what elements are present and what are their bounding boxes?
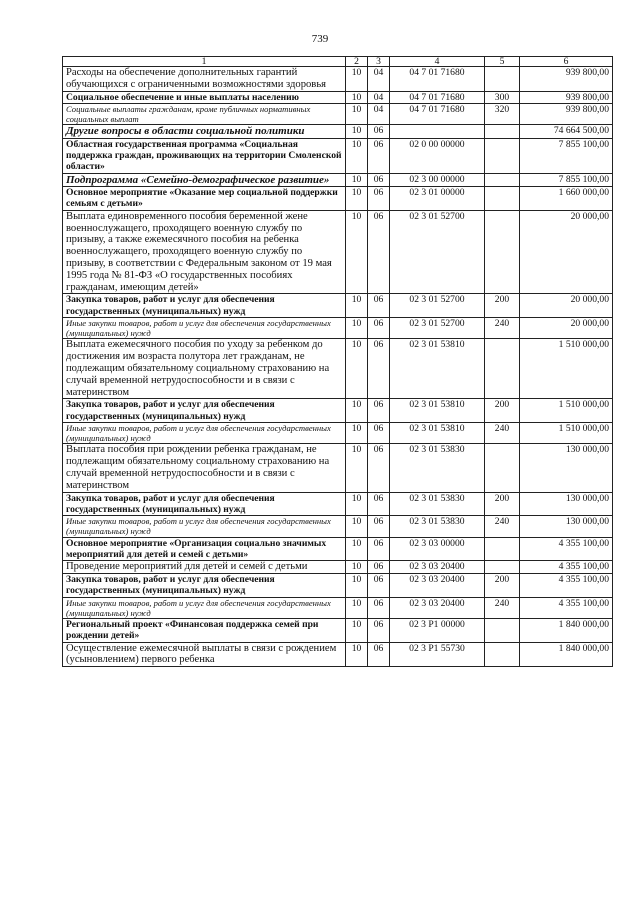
amount-value: 20 000,00 <box>520 317 613 338</box>
amount-value: 130 000,00 <box>520 492 613 516</box>
table-row <box>63 339 613 399</box>
table-row <box>63 103 613 124</box>
subsection-code: 06 <box>368 125 390 139</box>
expense-type-code <box>485 187 520 211</box>
table-row <box>63 492 613 516</box>
table-row <box>63 91 613 103</box>
expense-type-code: 200 <box>485 492 520 516</box>
expense-type-code: 240 <box>485 516 520 537</box>
amount-value: 1 660 000,00 <box>520 187 613 211</box>
section-code: 10 <box>346 537 368 561</box>
subsection-code: 06 <box>368 537 390 561</box>
budget-table <box>62 56 613 667</box>
expense-type-code: 200 <box>485 294 520 318</box>
section-code: 10 <box>346 67 368 92</box>
section-code: 10 <box>346 573 368 597</box>
subsection-code: 06 <box>368 516 390 537</box>
subsection-code: 06 <box>368 173 390 187</box>
target-article-code: 04 7 01 71680 <box>390 91 485 103</box>
target-article-code: 04 7 01 71680 <box>390 67 485 92</box>
target-article-code: 02 3 03 00000 <box>390 537 485 561</box>
subsection-code: 06 <box>368 444 390 492</box>
section-code: 10 <box>346 210 368 294</box>
amount-value: 1 510 000,00 <box>520 399 613 423</box>
table-row <box>63 125 613 139</box>
subsection-code: 06 <box>368 317 390 338</box>
section-code: 10 <box>346 187 368 211</box>
amount-value: 4 355 100,00 <box>520 561 613 574</box>
expense-item-name: Социальные выплаты гражданам, кроме публичных нормативных социальных выплат <box>63 103 346 124</box>
column-header: 2 <box>346 57 368 67</box>
section-code: 10 <box>346 125 368 139</box>
section-code: 10 <box>346 561 368 574</box>
expense-type-code: 200 <box>485 399 520 423</box>
expense-type-code <box>485 618 520 642</box>
page-number: 739 <box>311 33 329 45</box>
subsection-code: 06 <box>368 339 390 399</box>
subsection-code: 06 <box>368 618 390 642</box>
amount-value: 130 000,00 <box>520 516 613 537</box>
target-article-code: 02 3 00 00000 <box>390 173 485 187</box>
expense-item-name: Выплата ежемесячного пособия по уходу за ребенком до достижения им возраста полутора лет гражданам, не подлежащим обязательному социальному страхованию на случай временной нетрудоспособности и в связи с материнством <box>63 339 346 399</box>
target-article-code: 02 3 01 00000 <box>390 187 485 211</box>
column-header: 4 <box>390 57 485 67</box>
subsection-code: 06 <box>368 187 390 211</box>
expense-item-name: Другие вопросы в области социальной политики <box>63 125 346 139</box>
section-code: 10 <box>346 618 368 642</box>
amount-value: 1 840 000,00 <box>520 642 613 667</box>
column-header: 5 <box>485 57 520 67</box>
table-row <box>63 138 613 173</box>
target-article-code: 02 3 01 53810 <box>390 422 485 443</box>
table-row <box>63 210 613 294</box>
expense-item-name: Проведение мероприятий для детей и семей с детьми <box>63 561 346 574</box>
expense-item-name: Закупка товаров, работ и услуг для обеспечения государственных (муниципальных) нужд <box>63 399 346 423</box>
subsection-code: 06 <box>368 294 390 318</box>
target-article-code: 02 0 00 00000 <box>390 138 485 173</box>
expense-type-code <box>485 642 520 667</box>
subsection-code: 06 <box>368 399 390 423</box>
expense-item-name: Закупка товаров, работ и услуг для обеспечения государственных (муниципальных) нужд <box>63 492 346 516</box>
table-row <box>63 561 613 574</box>
table-row <box>63 444 613 492</box>
expense-item-name: Иные закупки товаров, работ и услуг для обеспечения государственных (муниципальных) нужд <box>63 422 346 443</box>
expense-type-code: 300 <box>485 91 520 103</box>
amount-value: 130 000,00 <box>520 444 613 492</box>
table-row <box>63 67 613 92</box>
subsection-code: 06 <box>368 422 390 443</box>
target-article-code: 02 3 P1 55730 <box>390 642 485 667</box>
column-header: 3 <box>368 57 390 67</box>
table-row <box>63 173 613 187</box>
expense-item-name: Выплата пособия при рождении ребенка гражданам, не подлежащим обязательному социальному страхованию на случай временной нетрудоспособности и в связи с материнством <box>63 444 346 492</box>
subsection-code: 06 <box>368 642 390 667</box>
amount-value: 74 664 500,00 <box>520 125 613 139</box>
target-article-code: 02 3 01 53830 <box>390 444 485 492</box>
subsection-code: 06 <box>368 138 390 173</box>
expense-type-code <box>485 561 520 574</box>
expense-item-name: Подпрограмма «Семейно-демографическое развитие» <box>63 173 346 187</box>
amount-value: 939 800,00 <box>520 103 613 124</box>
section-code: 10 <box>346 422 368 443</box>
section-code: 10 <box>346 317 368 338</box>
section-code: 10 <box>346 642 368 667</box>
target-article-code: 02 3 03 20400 <box>390 573 485 597</box>
amount-value: 7 855 100,00 <box>520 138 613 173</box>
expense-type-code <box>485 537 520 561</box>
table-row <box>63 317 613 338</box>
amount-value: 1 840 000,00 <box>520 618 613 642</box>
expense-type-code: 240 <box>485 422 520 443</box>
expense-type-code <box>485 339 520 399</box>
expense-type-code: 320 <box>485 103 520 124</box>
table-row <box>63 294 613 318</box>
expense-type-code: 240 <box>485 317 520 338</box>
column-header: 1 <box>63 57 346 67</box>
section-code: 10 <box>346 339 368 399</box>
expense-type-code <box>485 210 520 294</box>
section-code: 10 <box>346 173 368 187</box>
expense-item-name: Региональный проект «Финансовая поддержка семей при рождении детей» <box>63 618 346 642</box>
amount-value: 20 000,00 <box>520 210 613 294</box>
table-row <box>63 399 613 423</box>
section-code: 10 <box>346 444 368 492</box>
section-code: 10 <box>346 294 368 318</box>
expense-type-code <box>485 138 520 173</box>
target-article-code: 02 3 03 20400 <box>390 597 485 618</box>
subsection-code: 06 <box>368 492 390 516</box>
target-article-code: 02 3 01 53830 <box>390 492 485 516</box>
table-row <box>63 537 613 561</box>
target-article-code: 02 3 01 53810 <box>390 339 485 399</box>
expense-item-name: Областная государственная программа «Социальная поддержка граждан, проживающих на территории Смоленской области» <box>63 138 346 173</box>
column-header: 6 <box>520 57 613 67</box>
expense-type-code <box>485 173 520 187</box>
table-row <box>63 597 613 618</box>
target-article-code: 04 7 01 71680 <box>390 103 485 124</box>
subsection-code: 06 <box>368 573 390 597</box>
expense-item-name: Основное мероприятие «Организация социально значимых мероприятий для детей и семей с детьми» <box>63 537 346 561</box>
amount-value: 1 510 000,00 <box>520 422 613 443</box>
expense-type-code <box>485 444 520 492</box>
expense-type-code <box>485 125 520 139</box>
amount-value: 939 800,00 <box>520 91 613 103</box>
section-code: 10 <box>346 138 368 173</box>
expense-item-name: Основное мероприятие «Оказание мер социальной поддержки семьям с детьми» <box>63 187 346 211</box>
expense-item-name: Закупка товаров, работ и услуг для обеспечения государственных (муниципальных) нужд <box>63 294 346 318</box>
target-article-code <box>390 125 485 139</box>
target-article-code: 02 3 01 52700 <box>390 317 485 338</box>
target-article-code: 02 3 01 53830 <box>390 516 485 537</box>
subsection-code: 06 <box>368 210 390 294</box>
amount-value: 7 855 100,00 <box>520 173 613 187</box>
section-code: 10 <box>346 91 368 103</box>
amount-value: 939 800,00 <box>520 67 613 92</box>
target-article-code: 02 3 01 53810 <box>390 399 485 423</box>
expense-item-name: Иные закупки товаров, работ и услуг для обеспечения государственных (муниципальных) нужд <box>63 516 346 537</box>
section-code: 10 <box>346 516 368 537</box>
expense-type-code <box>485 67 520 92</box>
target-article-code: 02 3 01 52700 <box>390 294 485 318</box>
table-row <box>63 516 613 537</box>
section-code: 10 <box>346 399 368 423</box>
expense-item-name: Осуществление ежемесячной выплаты в связи с рождением (усыновлением) первого ребенка <box>63 642 346 667</box>
target-article-code: 02 3 01 52700 <box>390 210 485 294</box>
expense-item-name: Иные закупки товаров, работ и услуг для обеспечения государственных (муниципальных) нужд <box>63 317 346 338</box>
table-header-row <box>63 57 613 67</box>
amount-value: 4 355 100,00 <box>520 597 613 618</box>
table-row <box>63 573 613 597</box>
table-row <box>63 618 613 642</box>
target-article-code: 02 3 P1 00000 <box>390 618 485 642</box>
subsection-code: 06 <box>368 561 390 574</box>
expense-type-code: 240 <box>485 597 520 618</box>
amount-value: 4 355 100,00 <box>520 537 613 561</box>
subsection-code: 04 <box>368 91 390 103</box>
amount-value: 4 355 100,00 <box>520 573 613 597</box>
table-row <box>63 422 613 443</box>
table-row <box>63 642 613 667</box>
subsection-code: 04 <box>368 67 390 92</box>
section-code: 10 <box>346 492 368 516</box>
subsection-code: 06 <box>368 597 390 618</box>
expense-item-name: Закупка товаров, работ и услуг для обеспечения государственных (муниципальных) нужд <box>63 573 346 597</box>
expense-item-name: Иные закупки товаров, работ и услуг для обеспечения государственных (муниципальных) нужд <box>63 597 346 618</box>
amount-value: 20 000,00 <box>520 294 613 318</box>
expense-item-name: Расходы на обеспечение дополнительных гарантий обучающихся с ограниченными возможностями здоровья <box>63 67 346 92</box>
section-code: 10 <box>346 597 368 618</box>
subsection-code: 04 <box>368 103 390 124</box>
table-row <box>63 187 613 211</box>
expense-type-code: 200 <box>485 573 520 597</box>
section-code: 10 <box>346 103 368 124</box>
expense-item-name: Выплата единовременного пособия беременной жене военнослужащего, проходящего военную службу по призыву, а также ежемесячного пособия на ребенка военнослужащего, проходящего военную службу по призыву, в соответствии с Федеральным законом от 19 мая 1995 года № 81-ФЗ «О государственных пособиях гражданам, имеющим детей» <box>63 210 346 294</box>
amount-value: 1 510 000,00 <box>520 339 613 399</box>
expense-item-name: Социальное обеспечение и иные выплаты населению <box>63 91 346 103</box>
target-article-code: 02 3 03 20400 <box>390 561 485 574</box>
